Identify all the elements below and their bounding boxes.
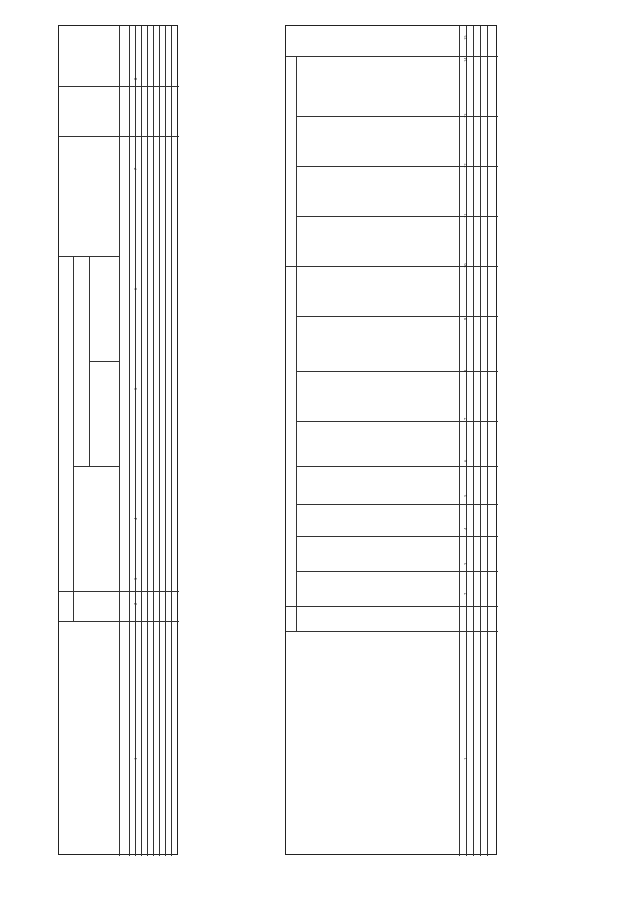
t2-colnum-6: 6 [463, 459, 468, 462]
t2-colnum-13: 13 [463, 113, 468, 118]
t1-colnum-3: 3 [133, 577, 138, 580]
t2-colnum-10: 10 [463, 263, 468, 268]
t2-colnum-1: 1 [463, 757, 468, 760]
t2-colnum-7: 7 [463, 417, 468, 420]
table-1 [58, 25, 178, 855]
t2-colnum-11: 11 [463, 213, 468, 218]
t1-colnum-5: 5 [133, 387, 138, 390]
t2-colnum-5: 5 [463, 494, 468, 497]
t1-colnum-6: 6 [133, 287, 138, 290]
t1-colnum-8: 8 [133, 77, 138, 80]
t1-colnum-2: 2 [133, 602, 138, 605]
t1-colnum-1: 1 [133, 757, 138, 760]
t2-colnum-9: 9 [463, 317, 468, 320]
t2-colnum-3: 3 [463, 562, 468, 565]
t2-colnum-12: 12 [463, 163, 468, 168]
t2-colnum-15: 15 [463, 35, 468, 40]
t2-colnum-2: 2 [463, 592, 468, 595]
t2-colnum-4: 4 [463, 527, 468, 530]
t2-colnum-8: 8 [463, 369, 468, 372]
table-2 [285, 25, 497, 855]
t1-colnum-4: 4 [133, 517, 138, 520]
t2-colnum-14: 14 [463, 57, 468, 62]
t1-colnum-7: 7 [133, 167, 138, 170]
